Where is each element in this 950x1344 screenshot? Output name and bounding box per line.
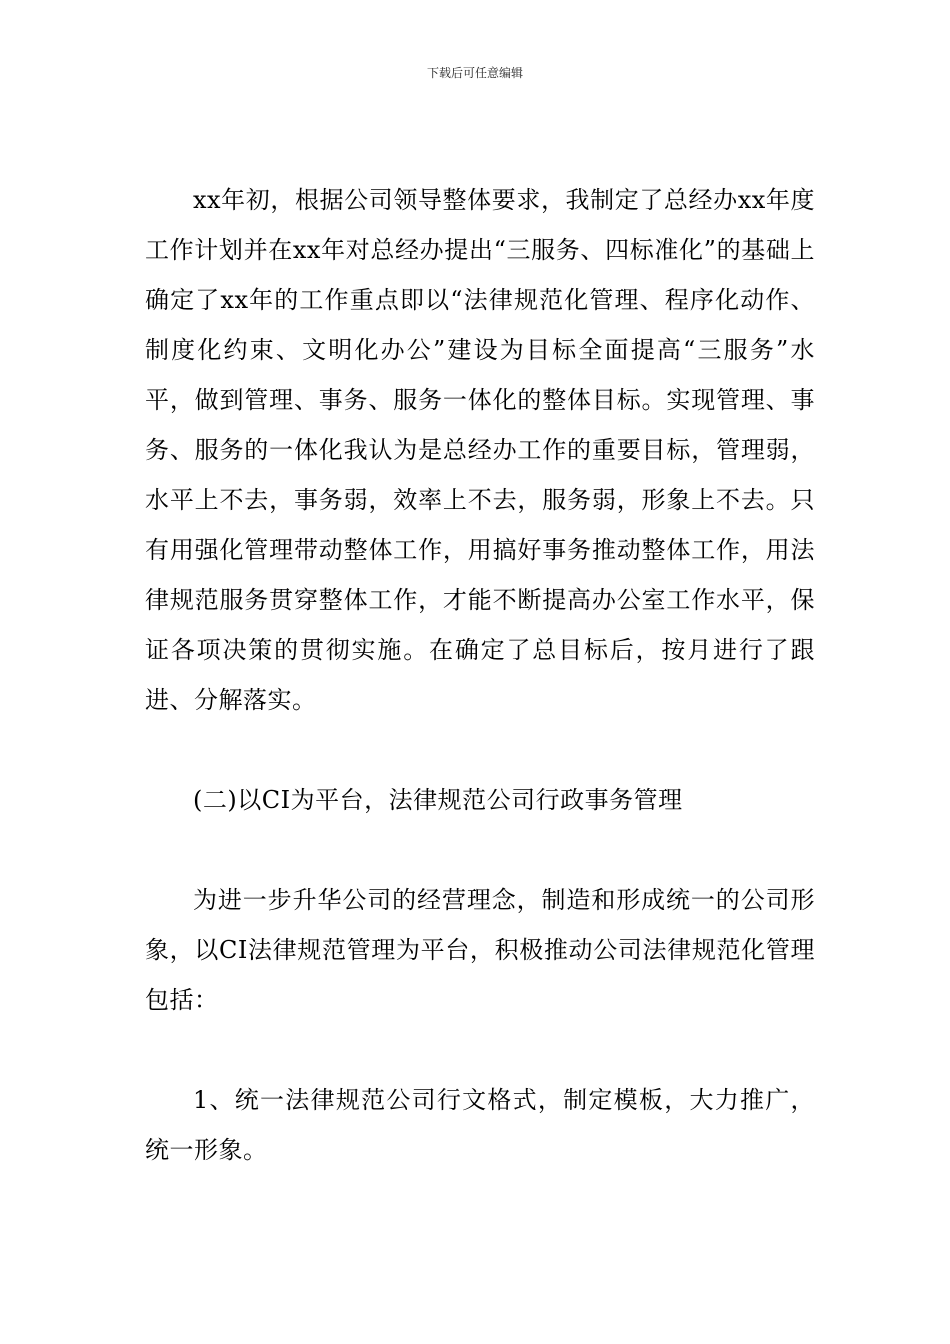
paragraph-item-1: 1、统一法律规范公司行文格式，制定模板，大力推广，统一形象。 [145, 1086, 815, 1164]
section-heading-ci-platform: (二)以CI为平台，法律规范公司行政事务管理 [193, 786, 683, 814]
paragraph-spacer [145, 1025, 815, 1075]
paragraph-spacer [145, 825, 815, 875]
paragraph-spacer [145, 725, 815, 775]
page-header: 下载后可任意编辑 [426, 66, 523, 80]
paragraph-work-plan: xx年初，根据公司领导整体要求，我制定了总经办xx年度工作计划并在xx年对总经办提出“三服务、四标准化”的基础上确定了xx年的工作重点即以“法律规范化管理、程序化动作、制度化约束、文明化办公”建设为目标全面提高“三服务”水平，做到管理、事务、服务一体化的整体目标。实现管理、事务、服务的一体化我认为是总经办工作的重要目标，管理弱，水平上不去，事务弱，效率上不去，服务弱，形象上不去。只有用强化管理带动整体工作，用搞好事务推动整体工作，用法律规范服务贯穿整体工作，才能不断提高办公室工作水平，保证各项决策的贯彻实施。在确定了总目标后，按月进行了跟进、分解落实。 [145, 186, 815, 714]
paragraph-ci-management: 为进一步升华公司的经营理念，制造和形成统一的公司形象，以CI法律规范管理为平台，积极推动公司法律规范化管理包括： [145, 886, 815, 1014]
document-body [145, 175, 815, 1175]
